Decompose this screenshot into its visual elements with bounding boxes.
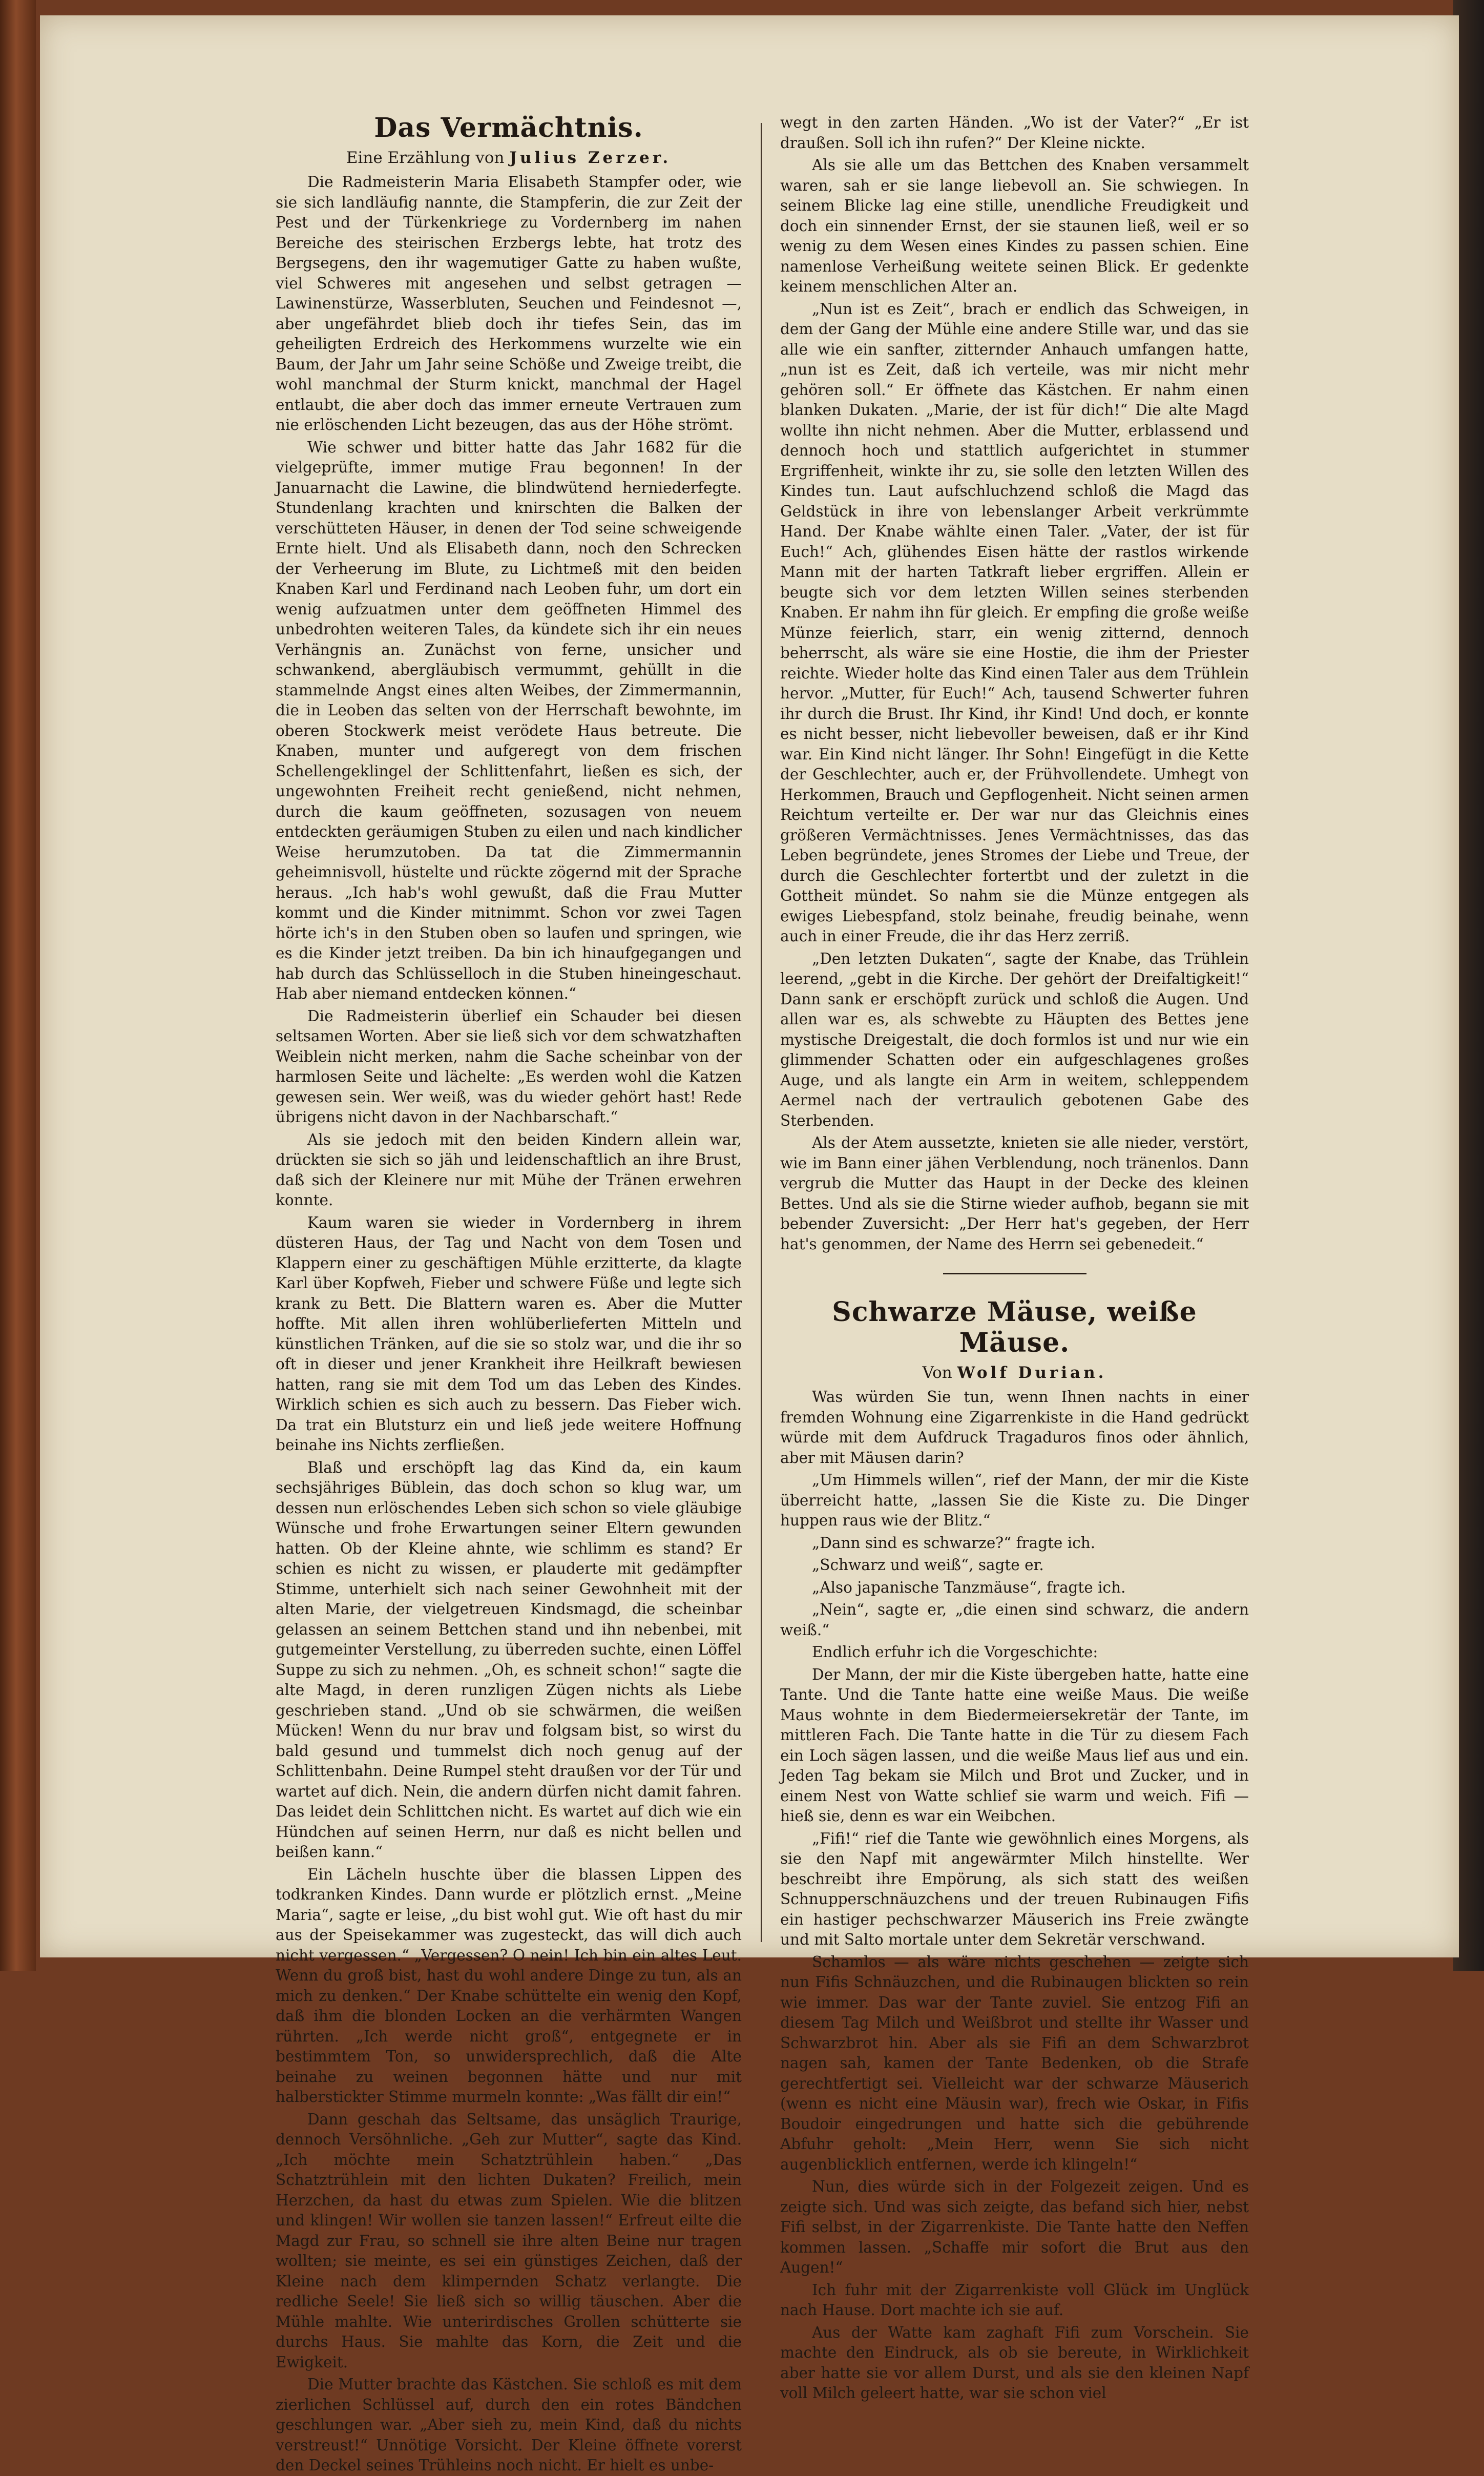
story1-byline-prefix: Eine Erzählung von: [346, 149, 505, 167]
story2-byline: [780, 1363, 1249, 1383]
story2-paragraph: Ich fuhr mit der Zigarrenkiste voll Glück im Unglück nach Hause. Dort machte ich sie auf.: [780, 2281, 1249, 2319]
story2-paragraph: Schamlos — als wäre nichts geschehen — zeigte sich nun Fifis Schnäuzchen, und die Rubinaugen blickten so rein wie immer. Das war der Tante zuviel. Sie entzog Fifi an diesem Tag Milch und Weißbrot und stellte ihr Wasser und Schwarzbrot hin. Aber als sie Fifi an dem Schwarzbrot nagen sah, kamen der Tante Bedenken, ob die Strafe gerechtfertigt sei. Vielleicht war der schwarze Mäuserich (wenn es nicht eine Mäusin war), frech wie Oskar, in Fifis Boudoir eingedrungen und hatte sich die gebührende Abfuhr geholt: „Mein Herr, wenn Sie sich nicht augenblicklich entfernen, werde ich klingeln!“: [780, 1953, 1249, 2173]
story1-paragraph: Ein Lächeln huschte über die blassen Lippen des todkranken Kindes. Dann wurde er plötzlich ernst. „Meine Maria“, sagte er leise, „du bist wohl gut. Wie oft hast du mir aus der Speisekammer was zugesteckt, das will dich auch nicht vergessen.“ „Vergessen? O nein! Ich bin ein altes Leut. Wenn du groß bist, hast du wohl andere Dinge zu tun, als an mich zu denken.“ Der Knabe schüttelte ein wenig den Kopf, daß ihm die blonden Locken an die verhärmten Wangen rührten. „Ich werde nicht groß“, entgegnete er in bestimmtem Ton, so unwidersprechlich, daß die Alte beinahe zu weinen begonnen hätte und nur mit halberstickter Stimme murmeln konnte: „Was fällt dir ein!“: [276, 1865, 742, 2106]
story1-author: Julius Zerzer.: [509, 149, 672, 167]
story2-paragraph: „Nein“, sagte er, „die einen sind schwarz, die andern weiß.“: [780, 1601, 1249, 1639]
story1-byline: [276, 148, 742, 168]
story1-continuation: wegt in den zarten Händen. „Wo ist der Vater?“ „Er ist draußen. Soll ich ihn rufen?“ Der Kleine nickte.: [780, 114, 1249, 152]
story1-paragraph: Als sie jedoch mit den beiden Kindern allein war, drückten sie sich so jäh und leidenschaftlich an ihre Brust, daß sich der Kleinere nur mit Mühe der Tränen erwehren konnte.: [276, 1130, 742, 1209]
story2-paragraph: Nun, dies würde sich in der Folgezeit zeigen. Und es zeigte sich. Und was sich zeigte, das befand sich hier, nebst Fifi selbst, in der Zigarrenkiste. Die Tante hatte den Neffen kommen lassen. „Schaffe mir sofort die Brut aus den Augen!“: [780, 2178, 1249, 2276]
story1-paragraph: Kaum waren sie wieder in Vordernberg in ihrem düsteren Haus, der Tag und Nacht von dem Tosen und Klappern einer zu geschäftigen Mühle erzitterte, da klagte Karl über Kopfweh, Fieber und schwere Füße und legte sich krank zu Bett. Die Blattern waren es. Aber die Mutter hoffte. Mit allen ihren wohlüberlieferten Mitteln und künstlichen Tränken, auf die sie so stolz war, und die ihr so oft in dieser und jener Krankheit ihre Heilkraft bewiesen hatten, rang sie mit dem Tod um das Leben des Kindes. Wirklich schien es sich auch zu bessern. Das Fieber wich. Da trat ein Blutsturz ein und ließ jede weitere Hoffnung beinahe ins Nichts zerfließen.: [276, 1213, 742, 1454]
story1-paragraph: Die Mutter brachte das Kästchen. Sie schloß es mit dem zierlichen Schlüssel auf, durch den ein rotes Bändchen geschlungen war. „Aber sieh zu, mein Kind, daß du nichts verstreust!“ Unnötige Vorsicht. Der Kleine öffnete vorerst den Deckel seines Trühleins noch nicht. Er hielt es unbe-: [276, 2376, 742, 2474]
story1-paragraph: Die Radmeisterin überlief ein Schauder bei diesen seltsamen Worten. Aber sie ließ sich vor dem schwatzhaften Weiblein nicht merken, nahm die Sache scheinbar von der harmlosen Seite und lächelte: „Es werden wohl die Katzen gewesen sein. Wer weiß, was du wieder gehört hast! Rede übrigens nicht davon in der Nachbarschaft.“: [276, 1007, 742, 1126]
newspaper-page: [40, 15, 1459, 2474]
story2-paragraph: „Also japanische Tanzmäuse“, fragte ich.: [812, 1578, 1126, 1596]
book-binding-left: [0, 0, 36, 1971]
story2-paragraph: „Dann sind es schwarze?“ fragte ich.: [812, 1534, 1096, 1552]
story2-paragraph: Endlich erfuhr ich die Vorgeschichte:: [812, 1643, 1098, 1661]
story2-paragraph: Der Mann, der mir die Kiste übergeben hatte, hatte eine Tante. Und die Tante hatte eine weiße Maus. Die weiße Maus wohnte in dem Biedermeiersekretär der Tante, im mittleren Fach. Die Tante hatte in die Tür zu diesem Fach ein Loch sägen lassen, und die weiße Maus lief aus und ein. Jeden Tag bekam sie Milch und Brot und Zucker, und in einem Nest von Watte schlief sie warm und weich. Fifi — hieß sie, denn es war ein Weibchen.: [780, 1665, 1249, 1825]
story2-paragraph: Aus der Watte kam zaghaft Fifi zum Vorschein. Sie machte den Eindruck, als ob sie bereute, in Wirklichkeit aber hatte sie vor allem Durst, und als sie den kleinen Napf voll Milch geleert hatte, war sie schon viel: [780, 2323, 1249, 2402]
column-rule: [761, 123, 762, 1942]
story1-paragraph: Die Radmeisterin Maria Elisabeth Stampfer oder, wie sie sich landläufig nannte, die Stampferin, die zur Zeit der Pest und der Türkenkriege zu Vordernberg im nahen Bereiche des steirischen Erzbergs lebte, hat trotz des Bergsegens, den ihr wagemutiger Gatte zu haben wußte, viel Schweres mit angesehen und selbst getragen — Lawinenstürze, Wasserbluten, Seuchen und Feindesnot —, aber ungefährdet blieb doch ihr tiefes Sein, das im geheiligten Erdreich des Herkommens wurzelte wie ein Baum, der Jahr um Jahr seine Schöße und Zweige treibt, die wohl manchmal der Sturm knickt, manchmal der Hagel entlaubt, die aber doch das immer erneute Vertrauen zum nie erlöschenden Licht bezeugen, das aus der Höhe strömt.: [276, 173, 742, 434]
story-separator: [943, 1273, 1086, 1274]
story2-title: Schwarze Mäuse, weiße Mäuse.: [832, 1296, 1197, 1358]
story2-paragraph: „Um Himmels willen“, rief der Mann, der mir die Kiste überreicht hatte, „lassen Sie die Kiste zu. Die Dinger huppen raus wie der Blitz.“: [780, 1471, 1249, 1529]
story1-paragraph: „Nun ist es Zeit“, brach er endlich das Schweigen, in dem der Gang der Mühle eine andere Stille war, und das sie alle wie ein sanfter, zitternder Anhauch umfangen hatte, „nun ist es Zeit, daß ich verteile, was mir nicht mehr gehören soll.“ Er öffnete das Kästchen. Er nahm einen blanken Dukaten. „Marie, der ist für dich!“ Die alte Magd wollte ihn nicht nehmen. Aber die Mutter, erblassend und dennoch hoch und stattlich aufgerichtet in stummer Ergriffenheit, winkte ihr zu, sie solle den letzten Willen des Kindes tun. Laut aufschluchzend schloß die Magd das Geldstück in ihre von lebenslanger Arbeit verkrümmte Hand. Der Knabe wählte einen Taler. „Vater, der ist für Euch!“ Ach, glühendes Eisen hätte der rastlos wirkende Mann mit der harten Tatkraft lieber ergriffen. Allein er beugte sich vor dem letzten Willen seines sterbenden Knaben. Er nahm ihn für gleich. Er empfing die große weiße Münze feierlich, starr, ein wenig zitternd, dennoch beherrscht, als wäre sie eine Hostie, die ihm der Priester reichte. Wieder holte das Kind einen Taler aus dem Trühlein hervor. „Mutter, für Euch!“ Ach, tausend Schwerter fuhren ihr durch die Brust. Ihr Kind, ihr Kind! Und doch, er konnte es nicht besser, nicht liebevoller beweisen, daß er ihr Kind war. Ein Kind nicht länger. Ihr Sohn! Eingefügt in die Kette der Geschlechter, auch er, der Frühvollendete. Umhegt von Herkommen, Brauch und Gepflogenheit. Nicht seinen armen Reichtum verteilte er. Der war nur das Gleichnis eines größeren Vermächtnisses. Jenes Vermächtnisses, das das Leben begründete, jenes Stromes der Liebe und Treue, der durch die Geschlechter fortertbt und der zuletzt in die Gottheit mündet. So nahm sie die Münze entgegen als ewiges Liebespfand, stolz beinahe, freudig beinahe, wenn auch in einer Freude, die ihr das Herz zerriß.: [780, 300, 1249, 945]
story1-paragraph: „Den letzten Dukaten“, sagte der Knabe, das Trühlein leerend, „gebt in die Kirche. Der gehört der Dreifaltigkeit!“ Dann sank er erschöpft zurück und schloß die Augen. Und allen war es, als schwebte zu Häupten des Bettes jene mystische Dreigestalt, die doch formlos ist und nur wie ein glimmender Schatten oder ein aufgeschlagenes großes Auge, und als langte ein Arm in weitem, schleppendem Aermel nach der vertraulich gebotenen Gabe des Sterbenden.: [780, 950, 1249, 1129]
right-column: [780, 113, 1249, 2404]
left-column: [276, 113, 742, 2476]
story1-title: Das Vermächtnis.: [374, 112, 643, 143]
story2-paragraph: „Fifi!“ rief die Tante wie gewöhnlich eines Morgens, als sie den Napf mit angewärmter Milch hinstellte. Wer beschreibt ihre Empörung, als sich statt des weißen Schnupperschnäuzchens und der treuen Rubinaugen Fifis ein hastiger pechschwarzer Mäuserich ins Freie zwängte und mit Salto mortale unter dem Sekretär verschwand.: [780, 1829, 1249, 1948]
story2-paragraph: Was würden Sie tun, wenn Ihnen nachts in einer fremden Wohnung eine Zigarrenkiste in die Hand gedrückt würde mit dem Aufdruck Tragaduros finos oder ähnlich, aber mit Mäusen darin?: [780, 1388, 1249, 1467]
story2-byline-prefix: Von: [922, 1364, 952, 1382]
story2-paragraph: „Schwarz und weiß“, sagte er.: [812, 1556, 1044, 1574]
story1-paragraph: Als der Atem aussetzte, knieten sie alle nieder, verstört, wie im Bann einer jähen Verblendung, noch tränenlos. Dann vergrub die Mutter das Haupt in der Decke des kleinen Bettes. Und als sie die Stirne wieder aufhob, begann sie mit bebender Zuversicht: „Der Herr hat's gegeben, der Herr hat's genommen, der Name des Herrn sei gebenedeit.“: [780, 1134, 1249, 1253]
story1-paragraph: Dann geschah das Seltsame, das unsäglich Traurige, dennoch Versöhnliche. „Geh zur Mutter“, sagte das Kind. „Ich möchte mein Schatztrühlein haben.“ „Das Schatztrühlein mit den lichten Dukaten? Freilich, mein Herzchen, da hast du etwas zum Spielen. Wie die blitzen und klingen! Wir wollen sie tanzen lassen!“ Erfreut eilte die Magd zur Frau, so schnell sie ihre alten Beine nur tragen wollten; sie meinte, es sei ein günstiges Zeichen, daß der Kleine nach dem klimpernden Schatz verlangte. Die redliche Seele! Sie ließ sich so willig täuschen. Aber die Mühle mahlte. Wie unterirdisches Grollen schütterte sie durchs Haus. Sie mahlte das Korn, die Zeit und die Ewigkeit.: [276, 2110, 742, 2371]
story1-paragraph: Blaß und erschöpft lag das Kind da, ein kaum sechsjähriges Büblein, das doch schon so klug war, um dessen nun erlöschendes Leben sich schon so viele gläubige Wünsche und frohe Erwartungen seiner Eltern gewunden hatten. Ob der Kleine ahnte, wie schlimm es stand? Er schien es nicht zu wissen, er plauderte mit gedämpfter Stimme, unterhielt sich nach seiner Gewohnheit mit der alten Marie, der vielgetreuen Kindsmagd, die scheinbar gelassen an seinem Bettchen stand und ihn nebenbei, mit gutgemeinter Verstellung, zu überreden suchte, einen Löffel Suppe zu sich zu nehmen. „Oh, es schneit schon!“ sagte die alte Magd, in deren runzligen Zügen nichts als Liebe geschrieben stand. „Und ob sie schwärmen, die weißen Mücken! Wenn du nur brav und folgsam bist, so wirst du bald gesund und tummelst dich noch genug auf der Schlittenbahn. Deine Rumpel steht draußen vor der Tür und wartet auf dich. Nein, die andern dürfen nicht damit fahren. Das leidet dein Schlittchen nicht. Es wartet auf dich wie ein Hündchen auf seinen Herrn, nur daß es nicht bellen und beißen kann.“: [276, 1458, 742, 1861]
story1-paragraph: Wie schwer und bitter hatte das Jahr 1682 für die vielgeprüfte, immer mutige Frau begonnen! In der Januarnacht die Lawine, die blindwütend herniederfegte. Stundenlang krachten und knirschten die Balken der verschütteten Häuser, in denen der Tod seine schweigende Ernte hielt. Und als Elisabeth dann, noch den Schrecken der Verheerung im Blute, zu Lichtmeß mit den beiden Knaben Karl und Ferdinand nach Leoben fuhr, um dort ein wenig aufzuatmen unter dem geöffneten Himmel des unbedrohten weiteren Tales, da kündete sich ihr ein neues Verhängnis an. Zunächst von ferne, unsicher und schwankend, abergläubisch vermummt, gehüllt in die stammelnde Angst eines alten Weibes, der Zimmermannin, die in Leoben das selten von der Herrschaft bewohnte, im oberen Stockwerk meist verödete Haus betreute. Die Knaben, munter und aufgeregt von dem frischen Schellengeklingel der Schlittenfahrt, ließen es sich, der ungewohnten Freiheit recht genießend, nicht nehmen, durch die kaum geöffneten, sozusagen von neuem entdeckten geräumigen Stuben zu eilen und nach kindlicher Weise herumzutoben. Da tat die Zimmermannin geheimnisvoll, hüstelte und rückte zögernd mit der Sprache heraus. „Ich hab's wohl gewußt, daß die Frau Mutter kommt und die Kinder mitnimmt. Schon vor zwei Tagen hörte ich's in den Stuben oben so laufen und springen, wie es die Kinder jetzt treiben. Da bin ich hinaufgegangen und hab durch das Schlüsselloch in die Stuben hineingeschaut. Hab aber niemand entdecken können.“: [276, 438, 742, 1002]
story2-author: Wolf Durian.: [957, 1364, 1107, 1382]
story1-paragraph: Als sie alle um das Bettchen des Knaben versammelt waren, sah er sie lange liebevoll an. Sie schwiegen. In seinem Blicke lag eine stille, unendliche Freudigkeit und doch ein sinnender Ernst, der sie staunen ließ, weil er so wenig zu dem Wesen eines Kindes zu passen schien. Eine namenlose Verheißung weitete seinen Blick. Er gedenkte keinem menschlichen Alter an.: [780, 156, 1249, 295]
